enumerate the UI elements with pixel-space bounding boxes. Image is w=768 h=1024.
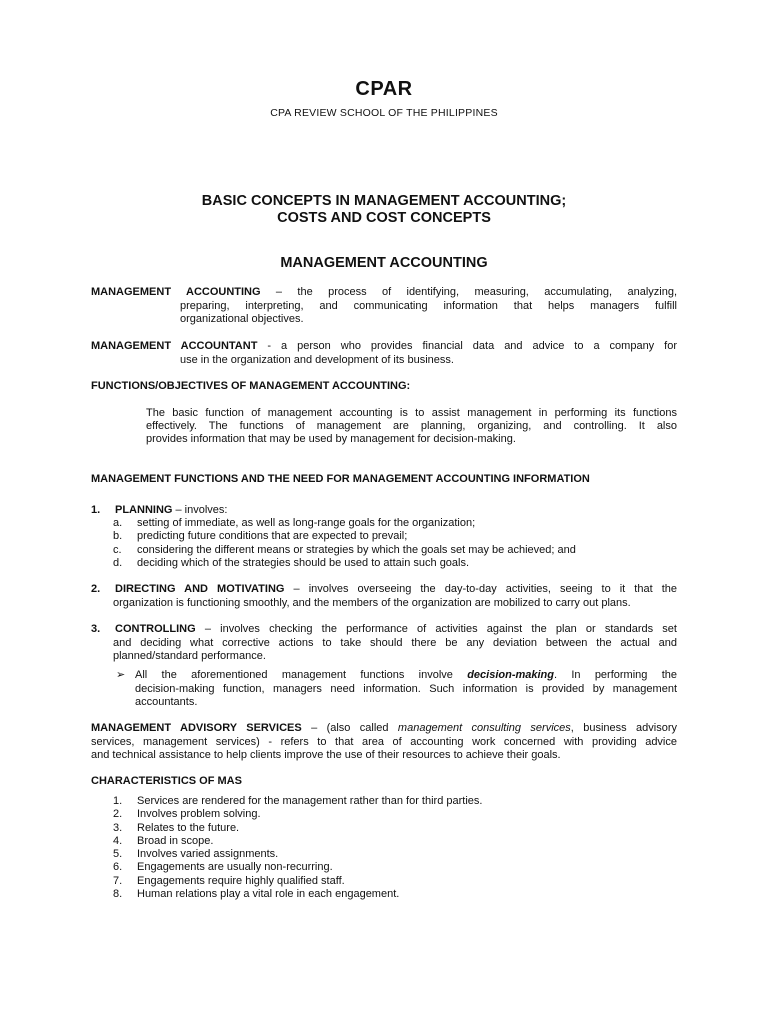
controlling-number: 3. xyxy=(91,623,101,635)
list-item: 2. Involves problem solving. xyxy=(113,808,261,820)
ma-definition-line3: organizational objectives. xyxy=(180,313,304,325)
planning-term: PLANNING xyxy=(115,504,173,516)
mac-term: MANAGEMENT ACCOUNTANT xyxy=(91,340,258,352)
ma-definition-line2: preparing, interpreting, and communicating information that helps managers fulfill xyxy=(180,300,677,312)
mgmt-functions-heading: MANAGEMENT FUNCTIONS AND THE NEED FOR MANAGEMENT ACCOUNTING INFORMATION xyxy=(91,473,590,485)
directing-term: DIRECTING AND MOTIVATING xyxy=(115,583,285,595)
list-item: 3. Relates to the future. xyxy=(113,822,240,834)
list-item: 5. Involves varied assignments. xyxy=(113,848,279,860)
mac-definition-line1 xyxy=(91,340,677,353)
list-item: 1. Services are rendered for the management rather than for third parties. xyxy=(113,795,483,807)
note-line3: accountants. xyxy=(135,696,198,708)
note-line2: decision-making function, managers need information. Such information is provided by management xyxy=(135,683,677,695)
ma-term: MANAGEMENT ACCOUNTING xyxy=(91,286,261,298)
mas-term: MANAGEMENT ADVISORY SERVICES xyxy=(91,722,302,734)
arrow-bullet-icon: ➢ xyxy=(116,669,126,681)
list-item: 7. Engagements require highly qualified staff. xyxy=(113,875,345,887)
mas-line1: MANAGEMENT ADVISORY SERVICES – (also called management consulting services, business advisory xyxy=(91,722,677,734)
mac-line1: - a person who provides financial data and advice to a company for xyxy=(257,340,678,352)
list-item: 6. Engagements are usually non-recurring. xyxy=(113,861,333,873)
note-line1: All the aforementioned management functions involve decision-making. In performing the xyxy=(135,669,677,681)
functions-line2: effectively. The functions of management are planning, organizing, and controlling. It also xyxy=(146,420,677,432)
planning-number: 1. xyxy=(91,504,101,516)
planning-subitem: b. predicting future conditions that are expected to prevail; xyxy=(113,530,408,542)
planning-rest: – involves: xyxy=(172,504,228,516)
planning-subitem: c. considering the different means or strategies by which the goals set may be achieved; and xyxy=(113,544,576,556)
header-subtitle: CPA REVIEW SCHOOL OF THE PHILIPPINES xyxy=(270,107,498,119)
ma-line1: – the process of identifying, measuring, accumulating, analyzing, xyxy=(260,286,678,298)
doc-title-line1: BASIC CONCEPTS IN MANAGEMENT ACCOUNTING; xyxy=(201,193,567,209)
functions-heading: FUNCTIONS/OBJECTIVES OF MANAGEMENT ACCOUNTING: xyxy=(91,380,411,392)
controlling-line1: 3. CONTROLLING – involves checking the performance of activities against the plan or standards set xyxy=(91,623,677,635)
planning-item xyxy=(91,504,227,517)
planning-subitem: a. setting of immediate, as well as long-range goals for the organization; xyxy=(113,517,476,529)
decision-making-emphasis: decision-making xyxy=(467,669,554,681)
characteristics-heading: CHARACTERISTICS OF MAS xyxy=(91,775,242,787)
directing-line2: organization is functioning smoothly, and the members of the organization are mobilized to carry out plans. xyxy=(113,597,631,609)
list-item: 8. Human relations play a vital role in each engagement. xyxy=(113,888,400,900)
section-title: MANAGEMENT ACCOUNTING xyxy=(280,255,488,271)
controlling-line3: planned/standard performance. xyxy=(113,650,266,662)
list-item: 4. Broad in scope. xyxy=(113,835,214,847)
mac-definition-line2: use in the organization and development of its business. xyxy=(180,354,454,366)
directing-number: 2. xyxy=(91,583,101,595)
doc-title-line2: COSTS AND COST CONCEPTS xyxy=(277,210,491,226)
directing-line1: 2. DIRECTING AND MOTIVATING – involves overseeing the day-to-day activities, seeing to it that the xyxy=(91,583,677,595)
ma-definition-line1 xyxy=(91,286,677,299)
header-title: CPAR xyxy=(355,78,413,100)
controlling-line2: and deciding what corrective actions to take should there be any deviation between the actual and xyxy=(113,637,677,649)
functions-line3: provides information that may be used by management for decision-making. xyxy=(146,433,516,445)
mas-line3: and technical assistance to help clients improve the use of their resources to achieve their goals. xyxy=(91,749,561,761)
planning-subitem: d. deciding which of the strategies should be used to attain such goals. xyxy=(113,557,470,569)
mas-line2: services, management services) - refers to that area of accounting work concerned with providing advice xyxy=(91,736,677,748)
functions-line1: The basic function of management accounting is to assist management in performing its functions xyxy=(146,407,677,419)
controlling-term: CONTROLLING xyxy=(115,623,196,635)
